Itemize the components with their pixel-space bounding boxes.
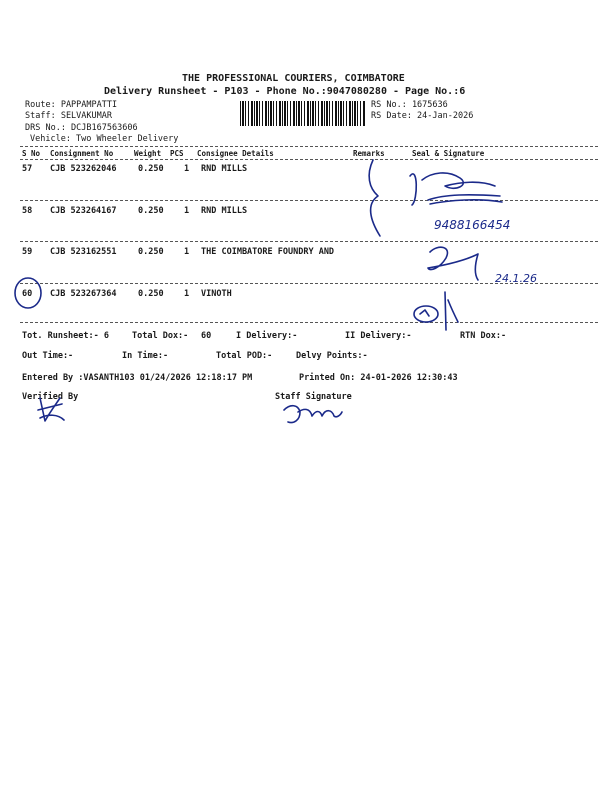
row-sno: 59 <box>22 247 33 257</box>
verified-by-label: Verified By <box>22 392 79 402</box>
row-consignment: CJB 523267364 <box>50 289 117 299</box>
col-consignment: Consignment No <box>50 149 114 158</box>
staff-label: Staff: SELVAKUMAR <box>25 111 112 121</box>
staff-signature <box>284 406 342 423</box>
drs-number: DRS No.: DCJB167563606 <box>25 123 138 133</box>
entered-by: Entered By :VASANTH103 01/24/2026 12:18:17 PM <box>22 373 253 383</box>
signature-row60 <box>420 292 458 330</box>
col-consignee: Consignee Details <box>197 149 274 158</box>
remark-bracket-stroke <box>369 160 380 236</box>
row-sno: 60 <box>22 289 33 299</box>
route-label: Route: PAPPAMPATTI <box>25 100 118 110</box>
row-weight: 0.250 <box>138 164 164 174</box>
row-pcs: 1 <box>184 289 190 299</box>
delvy-points-label: Delvy Points:- <box>296 351 368 361</box>
ii-delivery-label: II Delivery:- <box>345 331 412 341</box>
rs-date: RS Date: 24-Jan-2026 <box>371 111 474 121</box>
row-pcs: 1 <box>184 164 190 174</box>
stamp-circle-row60 <box>414 306 438 322</box>
row-sno: 58 <box>22 206 33 216</box>
runsheet-subtitle: Delivery Runsheet - P103 - Phone No.:9047080280 - Page No.:6 <box>104 86 466 97</box>
total-pod-label: Total POD:- <box>216 351 273 361</box>
col-remarks: Remarks <box>353 149 385 158</box>
row-consignee: VINOTH <box>201 289 232 299</box>
handwritten-phone: 9488166454 <box>434 218 511 232</box>
row-weight: 0.250 <box>138 247 164 257</box>
row-consignment: CJB 523262046 <box>50 164 117 174</box>
staff-signature-label: Staff Signature <box>275 392 352 402</box>
printed-on: Printed On: 24-01-2026 12:30:43 <box>299 373 458 383</box>
row-consignment: CJB 523162551 <box>50 247 117 257</box>
handwritten-date: 24.1.26 <box>495 272 537 285</box>
total-runsheet: Tot. Runsheet:- 6 <box>22 331 109 341</box>
col-weight: Weight <box>134 149 162 158</box>
row-consignee: RND MILLS <box>201 206 248 216</box>
row-consignee: THE COIMBATORE FOUNDRY AND <box>201 247 335 257</box>
row-consignment: CJB 523264167 <box>50 206 117 216</box>
circle-mark-row60 <box>15 278 41 308</box>
signature-row59 <box>428 247 478 280</box>
row-weight: 0.250 <box>138 289 164 299</box>
col-pcs: PCS <box>170 149 184 158</box>
company-title: THE PROFESSIONAL COURIERS, COIMBATORE <box>182 73 405 84</box>
i-delivery-label: I Delivery:- <box>236 331 298 341</box>
in-time-label: In Time:- <box>122 351 169 361</box>
total-dox-label: Total Dox:- <box>132 331 189 341</box>
out-time-label: Out Time:- <box>22 351 74 361</box>
total-dox-value: 60 <box>201 331 212 341</box>
row-pcs: 1 <box>184 206 190 216</box>
row-sno: 57 <box>22 164 33 174</box>
rtn-dox-label: RTN Dox:- <box>460 331 507 341</box>
verified-signature <box>38 398 64 421</box>
rs-number: RS No.: 1675636 <box>371 100 448 110</box>
strike-row57 <box>428 195 502 204</box>
row-consignee: RND MILLS <box>201 164 248 174</box>
col-sno: S No <box>22 149 41 158</box>
row-pcs: 1 <box>184 247 190 257</box>
vehicle-label: Vehicle: Two Wheeler Delivery <box>30 134 179 144</box>
row-weight: 0.250 <box>138 206 164 216</box>
col-seal-signature: Seal & Signature <box>412 149 485 158</box>
